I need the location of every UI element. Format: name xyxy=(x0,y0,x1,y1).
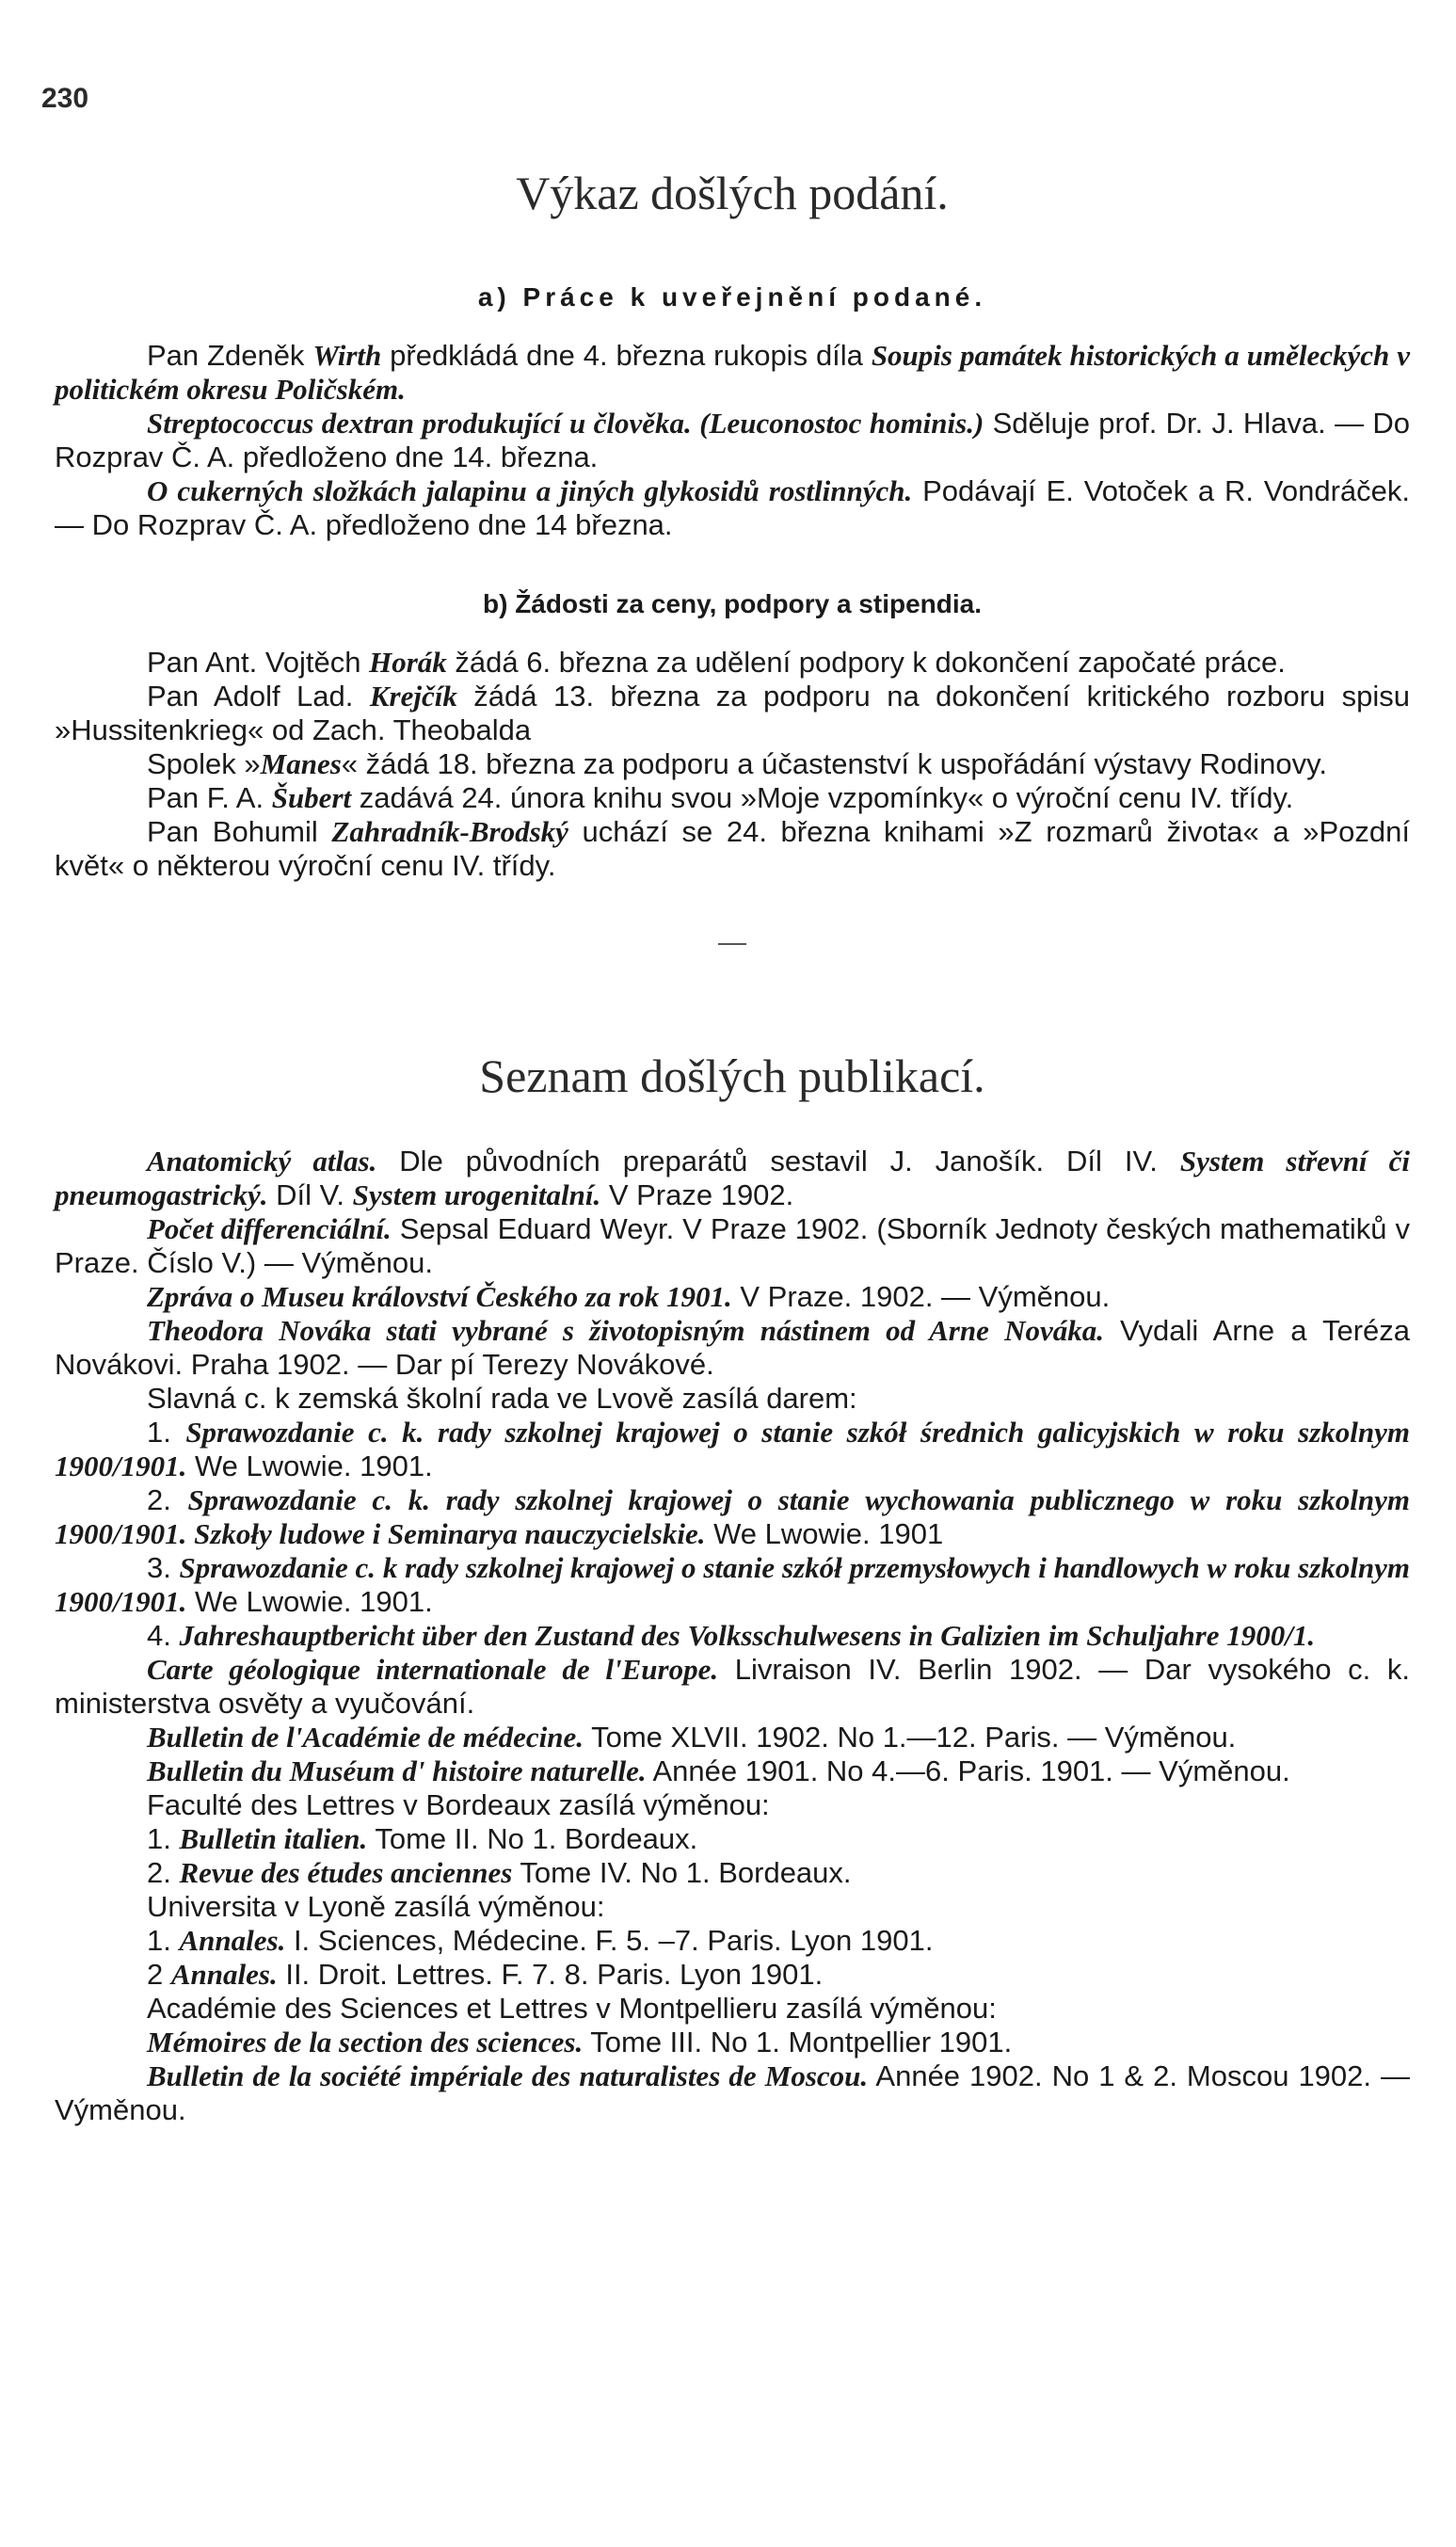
publication-entry: Mémoires de la section des sciences. Tome III. No 1. Montpellier 1901. xyxy=(147,2026,1013,2058)
publication-entry: Bulletin de la société impériale des naturalistes de Moscou. Année 1902. No 1 & 2. Moscou 1902. — Výměnou. xyxy=(55,2059,1410,2126)
publication-entry: Faculté des Lettres v Bordeaux zasílá výměnou: xyxy=(147,1788,770,1821)
subsection-heading-works: a) Práce k uveřejnění podané. xyxy=(477,282,987,312)
subsection-heading-requests: b) Žádosti za ceny, podpory a stipendia. xyxy=(482,589,982,618)
page-content xyxy=(55,166,1410,2127)
publication-entry: 4. Jahreshauptbericht über den Zustand des Volksschulwesens in Galizien im Schuljahre 1900/1. xyxy=(147,1619,1316,1652)
submission-entry: Streptococcus dextran produkující u člověka. (Leuconostoc hominis.) Sděluje prof. Dr. J. Hlava. — Do Rozprav Č. A. předloženo dne 14. března. xyxy=(55,407,1410,473)
publication-entry: 3. Sprawozdanie c. k rady szkolnej krajowej o stanie szkół przemysłowych i handlowych w roku szkolnym 1900/1901. We Lwowie. 1901. xyxy=(55,1551,1411,1618)
request-entry: Spolek »Manes« žádá 18. března za podporu a účastenství k uspořádání výstavy Rodinovy. xyxy=(147,747,1327,780)
submission-entry: Pan Zdeněk Wirth předkládá dne 4. března rukopis díla Soupis památek historických a uměleckých v politickém okresu Poličském. xyxy=(55,339,1410,406)
publication-entry: Bulletin de l'Académie de médecine. Tome XLVII. 1902. No 1.—12. Paris. — Výměnou. xyxy=(147,1721,1237,1754)
publication-entry: Bulletin du Muséum d' histoire naturelle. Année 1901. No 4.—6. Paris. 1901. — Výměnou. xyxy=(147,1754,1290,1787)
section-title-publications: Seznam došlých publikací. xyxy=(479,1049,985,1102)
publication-entry: 2. Revue des études anciennes Tome IV. No 1. Bordeaux. xyxy=(147,1856,852,1889)
publication-entry: Universita v Lyoně zasílá výměnou: xyxy=(147,1890,605,1923)
publication-entry: Zpráva o Museu království Českého za rok 1901. V Praze. 1902. — Výměnou. xyxy=(147,1280,1111,1313)
publication-entry: Počet differenciální. Sepsal Eduard Weyr. V Praze 1902. (Sborník Jednoty českých mathematiků v Praze. Číslo V.) — Výměnou. xyxy=(55,1212,1410,1279)
request-entry: Pan Adolf Lad. Krejčík žádá 13. března za podporu na dokončení kritického rozboru spisu »Hussitenkrieg« od Zach. Theobalda xyxy=(55,680,1410,746)
publication-entry: 2. Sprawozdanie c. k. rady szkolnej krajowej o stanie wychowania publicznego w roku szkolnym 1900/1901. Szkoły ludowe i Seminarya nauczycielskie. We Lwowie. 1901 xyxy=(55,1483,1411,1550)
publication-entry: Académie des Sciences et Lettres v Montpellieru zasílá výměnou: xyxy=(147,1992,997,2025)
submission-entry: O cukerných složkách jalapinu a jiných glykosidů rostlinných. Podávají E. Votoček a R. Vondráček. — Do Rozprav Č. A. předloženo dne 14 března. xyxy=(55,474,1410,541)
publication-entry: Theodora Nováka stati vybrané s životopisným nástinem od Arne Nováka. Vydali Arne a Teréza Novákovi. Praha 1902. — Dar pí Terezy Novákové. xyxy=(55,1314,1410,1381)
publication-entry: 1. Sprawozdanie c. k. rady szkolnej krajowej o stanie szkół średnich galicyjskich w roku szkolnym 1900/1901. We Lwowie. 1901. xyxy=(55,1416,1410,1482)
publication-entry: Carte géologique internationale de l'Europe. Livraison IV. Berlin 1902. — Dar vysokého c. k. ministerstva osvěty a vyučování. xyxy=(55,1653,1410,1720)
publication-entry: Slavná c. k zemská školní rada ve Lvově zasílá darem: xyxy=(147,1382,857,1415)
publication-entry: 1. Annales. I. Sciences, Médecine. F. 5. –7. Paris. Lyon 1901. xyxy=(147,1924,934,1957)
section-title-reports: Výkaz došlých podání. xyxy=(516,167,949,219)
publication-entry: 1. Bulletin italien. Tome II. No 1. Bordeaux. xyxy=(147,1822,698,1855)
request-entry: Pan Ant. Vojtěch Horák žádá 6. března za udělení podpory k dokončení započaté práce. xyxy=(147,646,1286,679)
page-number: 230 xyxy=(41,83,89,114)
publication-entry: 2 Annales. II. Droit. Lettres. F. 7. 8. Paris. Lyon 1901. xyxy=(147,1958,824,1991)
request-entry: Pan Bohumil Zahradník-Brodský uchází se 24. března knihami »Z rozmarů života« a »Pozdní květ« o některou výroční cenu IV. třídy. xyxy=(55,815,1410,882)
request-entry: Pan F. A. Šubert zadává 24. února knihu svou »Moje vzpomínky« o výroční cenu IV. třídy. xyxy=(147,781,1294,814)
publication-entry: Anatomický atlas. Dle původních preparátů sestavil J. Janošík. Díl IV. System střevní či pneumogastrický. Díl V. System urogenitalní. V Praze 1902. xyxy=(55,1145,1410,1211)
